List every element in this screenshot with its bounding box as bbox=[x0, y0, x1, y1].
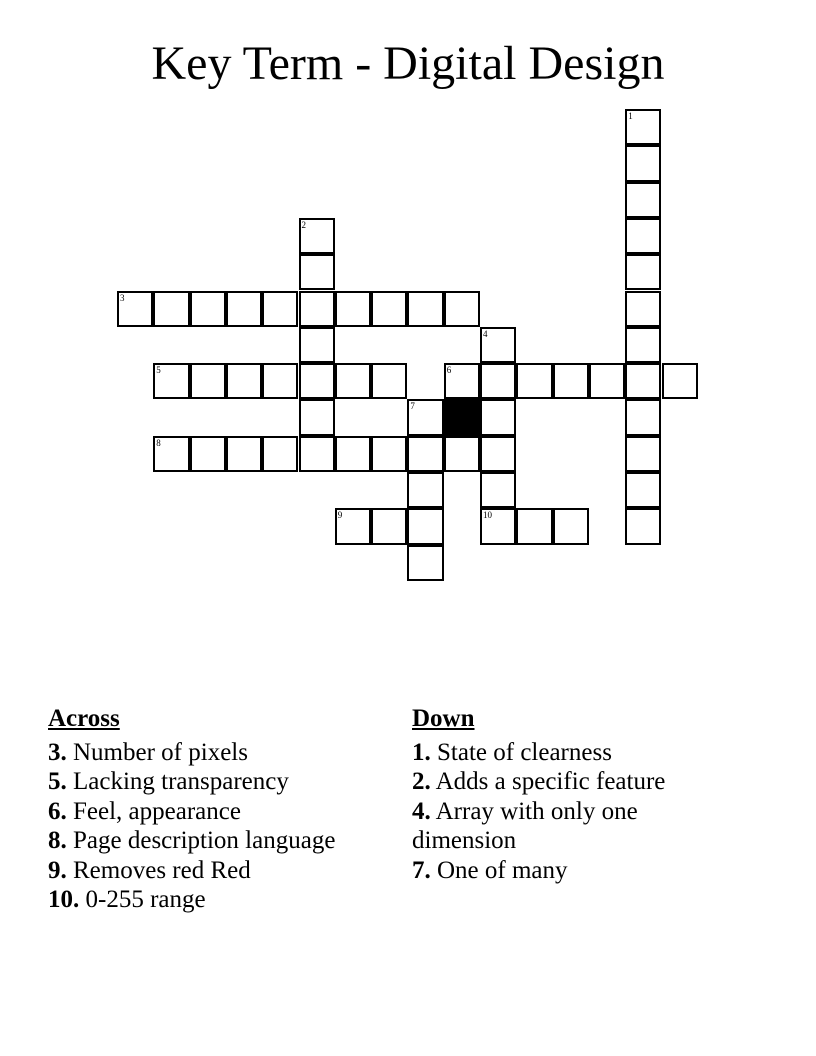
clue-number-label: 9 bbox=[337, 510, 343, 521]
grid-cell[interactable] bbox=[371, 508, 407, 544]
grid-cell[interactable] bbox=[335, 436, 371, 472]
down-clues bbox=[412, 704, 712, 885]
grid-cell[interactable] bbox=[553, 363, 589, 399]
grid-cell[interactable] bbox=[299, 399, 335, 435]
grid-cell[interactable] bbox=[553, 508, 589, 544]
grid-cell[interactable] bbox=[299, 327, 335, 363]
across-clue bbox=[48, 767, 348, 797]
across-clues bbox=[48, 704, 348, 915]
across-clue bbox=[48, 738, 348, 768]
clue-number-label: 1 bbox=[628, 111, 633, 121]
grid-cell[interactable] bbox=[262, 436, 298, 472]
clue-number: 6. bbox=[48, 797, 67, 825]
grid-cell[interactable] bbox=[589, 363, 625, 399]
clue-text: One of many bbox=[437, 856, 568, 884]
down-clue bbox=[412, 767, 712, 797]
grid-cell[interactable] bbox=[625, 472, 661, 508]
clue-text: State of clearness bbox=[437, 738, 612, 766]
clue-number-label: 7 bbox=[410, 401, 415, 412]
grid-cell[interactable] bbox=[480, 472, 516, 508]
clue-number: 4. bbox=[412, 797, 431, 825]
grid-cell[interactable] bbox=[190, 363, 226, 399]
clue-number: 2. bbox=[412, 768, 431, 795]
grid-cell[interactable] bbox=[299, 363, 335, 399]
grid-cell[interactable] bbox=[190, 291, 226, 327]
grid-cell[interactable] bbox=[625, 291, 661, 327]
grid-cell[interactable] bbox=[625, 145, 661, 181]
down-clue bbox=[412, 797, 712, 856]
grid-cell[interactable] bbox=[371, 291, 407, 327]
grid-cell[interactable] bbox=[407, 436, 443, 472]
down-clue bbox=[412, 738, 712, 768]
grid-cell[interactable] bbox=[335, 508, 371, 544]
clue-text: Page description language bbox=[73, 827, 336, 854]
clue-number-label: 5 bbox=[156, 365, 161, 376]
grid-cell[interactable] bbox=[407, 545, 443, 581]
grid-cell[interactable] bbox=[444, 363, 480, 399]
grid-cell[interactable] bbox=[299, 436, 335, 472]
grid-cell[interactable] bbox=[625, 254, 661, 290]
grid-cell[interactable] bbox=[407, 399, 443, 435]
grid-cell[interactable] bbox=[625, 182, 661, 218]
grid-cell[interactable] bbox=[262, 363, 298, 399]
grid-cell[interactable] bbox=[299, 218, 335, 254]
clue-number: 5. bbox=[48, 768, 67, 795]
grid-cell[interactable] bbox=[153, 436, 189, 472]
grid-cell[interactable] bbox=[516, 363, 552, 399]
grid-cell[interactable] bbox=[299, 254, 335, 290]
grid-cell[interactable] bbox=[335, 363, 371, 399]
down-clue bbox=[412, 856, 712, 886]
grid-cell[interactable] bbox=[444, 291, 480, 327]
across-clue bbox=[48, 797, 348, 827]
clue-text: 0-255 range bbox=[85, 886, 206, 913]
clue-number-label: 10 bbox=[483, 510, 492, 521]
grid-cell[interactable] bbox=[480, 363, 516, 399]
grid-cell[interactable] bbox=[262, 291, 298, 327]
grid-cell[interactable] bbox=[625, 436, 661, 472]
grid-cell[interactable] bbox=[117, 291, 153, 327]
clue-text: Feel, appearance bbox=[73, 797, 241, 825]
grid-cell[interactable] bbox=[190, 436, 226, 472]
grid-cell[interactable] bbox=[662, 363, 698, 399]
grid-cell[interactable] bbox=[625, 109, 661, 145]
grid-cell[interactable] bbox=[444, 436, 480, 472]
grid-cell[interactable] bbox=[407, 291, 443, 327]
across-heading: Across bbox=[48, 705, 120, 732]
clue-number-label: 6 bbox=[446, 365, 452, 376]
down-heading: Down bbox=[412, 705, 475, 732]
grid-cell[interactable] bbox=[371, 436, 407, 472]
clue-number-label: 8 bbox=[156, 437, 161, 448]
clue-text: Removes red Red bbox=[73, 856, 251, 884]
clue-number-label: 4 bbox=[483, 328, 488, 339]
across-clue bbox=[48, 856, 348, 886]
grid-cell[interactable] bbox=[226, 291, 262, 327]
clue-number: 8. bbox=[48, 827, 67, 854]
grid-cell[interactable] bbox=[625, 327, 661, 363]
clue-number: 1. bbox=[412, 738, 431, 766]
clue-number: 3. bbox=[48, 738, 67, 766]
grid-cell[interactable] bbox=[153, 363, 189, 399]
grid-cell[interactable] bbox=[371, 363, 407, 399]
grid-cell[interactable] bbox=[407, 508, 443, 544]
clue-text: Lacking transparency bbox=[73, 768, 289, 795]
grid-cell[interactable] bbox=[625, 218, 661, 254]
grid-cell[interactable] bbox=[226, 436, 262, 472]
grid-cell[interactable] bbox=[625, 508, 661, 544]
grid-cell[interactable] bbox=[299, 291, 335, 327]
clue-text: Number of pixels bbox=[73, 738, 248, 766]
grid-cell[interactable] bbox=[625, 399, 661, 435]
clue-number: 7. bbox=[412, 856, 431, 884]
clue-number: 10. bbox=[48, 886, 80, 913]
grid-cell[interactable] bbox=[480, 436, 516, 472]
clue-text: Array with only one dimension bbox=[412, 797, 638, 854]
grid-cell[interactable] bbox=[335, 291, 371, 327]
clue-text: Adds a specific feature bbox=[435, 768, 666, 795]
grid-cell[interactable] bbox=[407, 472, 443, 508]
clue-number: 9. bbox=[48, 856, 67, 884]
puzzle-title: Key Term - Digital Design bbox=[151, 37, 665, 90]
across-clue bbox=[48, 826, 348, 856]
grid-cell[interactable] bbox=[480, 327, 516, 363]
grid-cell[interactable] bbox=[153, 291, 189, 327]
grid-cell[interactable] bbox=[516, 508, 552, 544]
blocked-cell bbox=[444, 399, 480, 435]
grid-cell[interactable] bbox=[480, 399, 516, 435]
grid-cell[interactable] bbox=[226, 363, 262, 399]
clue-number-label: 2 bbox=[301, 219, 306, 230]
across-clue bbox=[48, 885, 348, 915]
clue-number-label: 3 bbox=[120, 292, 125, 303]
grid-cell[interactable] bbox=[625, 363, 661, 399]
grid-cell[interactable] bbox=[480, 508, 516, 544]
